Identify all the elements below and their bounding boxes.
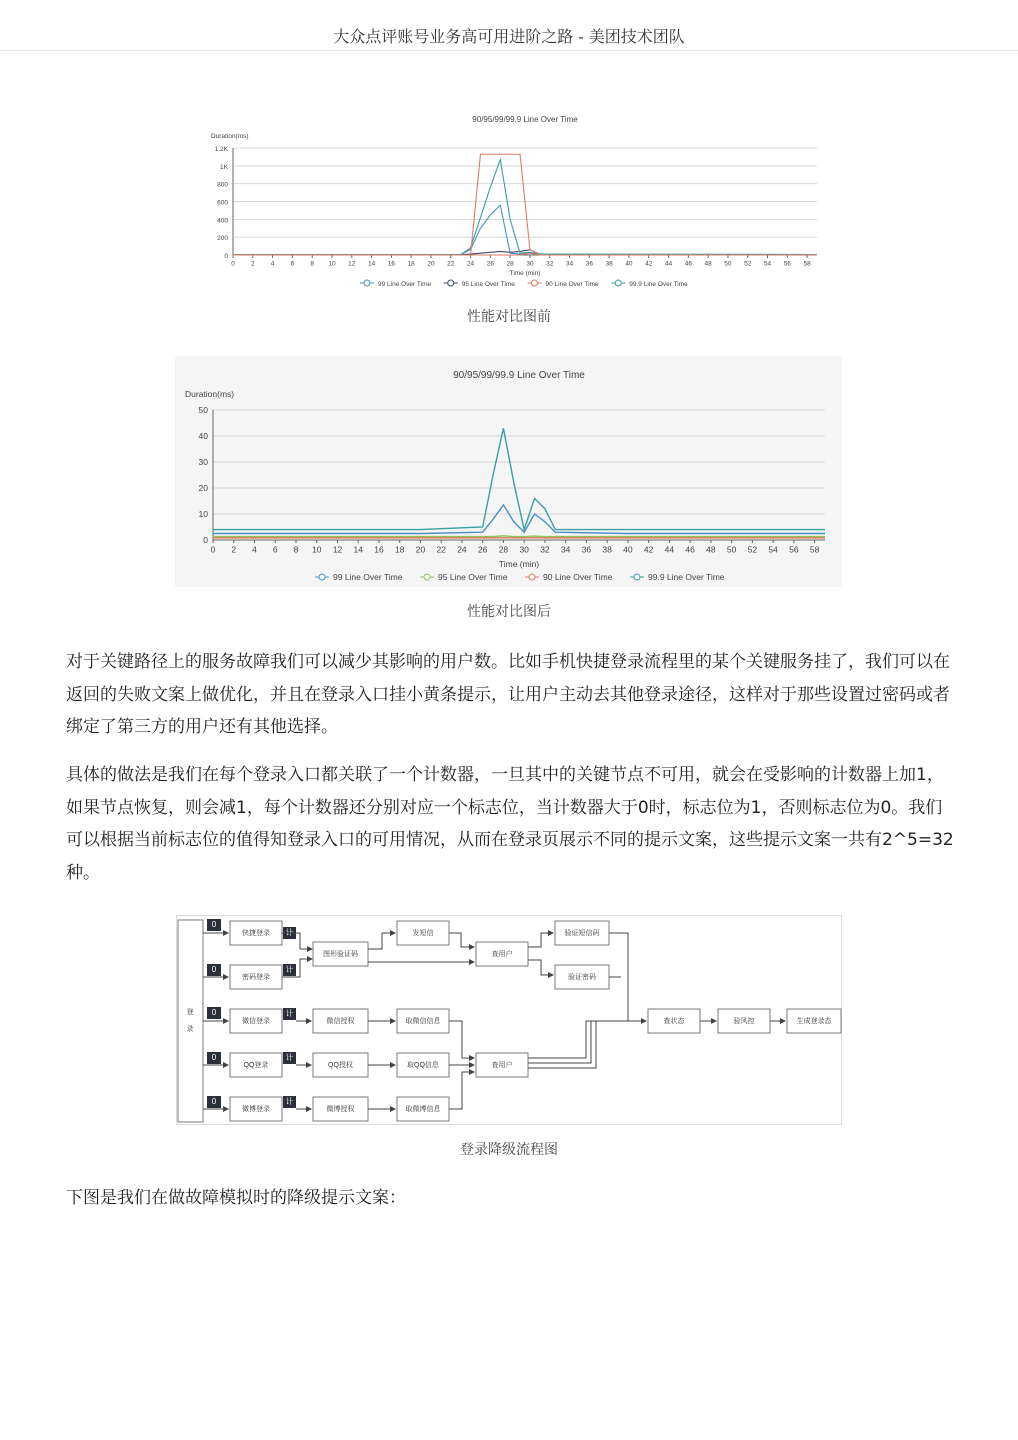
series-line-2: [213, 536, 825, 537]
x-tick-label: 6: [272, 544, 278, 555]
x-tick-label: 48: [706, 544, 716, 555]
node-query-user-2-label: 查用户: [491, 1061, 513, 1069]
legend-marker: [364, 280, 370, 286]
node-wechat-info-label: 取微信信息: [405, 1017, 441, 1025]
x-tick-label: 50: [724, 260, 732, 268]
x-tick-label: 54: [763, 260, 772, 268]
node-qq-auth-label: QQ授权: [328, 1061, 353, 1069]
svg-text:0: 0: [211, 1053, 217, 1063]
x-tick-label: 46: [684, 260, 692, 268]
y-tick-label: 200: [217, 235, 228, 243]
y-tick-label: 1K: [220, 163, 228, 171]
x-tick-label: 58: [809, 544, 820, 555]
node-qq-info-label: 取QQ信息: [407, 1061, 439, 1069]
legend-marker: [319, 574, 325, 580]
legend-marker: [448, 280, 454, 286]
x-tick-label: 32: [540, 544, 550, 555]
svg-text:计: 计: [285, 1053, 294, 1063]
x-tick-label: 42: [645, 260, 653, 268]
y-tick-label: 10: [198, 509, 208, 519]
node-quick-login-label: 快捷登录: [242, 929, 270, 937]
legend-marker: [532, 280, 538, 286]
x-tick-label: 18: [394, 544, 405, 555]
page-title: 大众点评账号业务高可用进阶之路 - 美团技术团队: [333, 27, 685, 46]
y-tick-label: 20: [198, 483, 208, 493]
x-tick-label: 52: [747, 544, 758, 555]
x-tick-label: 28: [506, 260, 514, 268]
legend-label: 90 Line Over Time: [545, 281, 599, 288]
x-tick-label: 24: [457, 544, 467, 555]
x-tick-label: 38: [605, 260, 613, 268]
legend-label: 99 Line Over Time: [333, 572, 403, 582]
y-tick-label: 600: [217, 199, 228, 207]
node-send-sms-label: 发短信: [412, 929, 434, 937]
x-tick-label: 30: [519, 544, 529, 555]
x-tick-label: 46: [685, 544, 695, 555]
svg-text:0: 0: [211, 920, 217, 930]
chart-after: [175, 356, 842, 587]
x-axis-label: Time (min): [509, 270, 541, 277]
y-tick-label: 50: [198, 405, 208, 415]
node-verify-sms-label: 验证短信码: [564, 929, 600, 937]
x-tick-label: 48: [704, 260, 712, 268]
x-tick-label: 20: [415, 544, 426, 555]
x-tick-label: 56: [783, 260, 791, 268]
paragraph-1: 对于关键路径上的服务故障我们可以减少其影响的用户数。比如手机快捷登录流程里的某个关键服务挂了，我们可以在返回的失败文案上做优化，并且在登录入口挂小黄条提示，让用户主动去其他登录途径，这样对于那些设置过密码或者绑定了第三方的用户还有其他选择。: [66, 652, 950, 737]
node-weibo-login-label: 微博登录: [242, 1105, 270, 1113]
login-entry-char-1: 登: [186, 1008, 194, 1016]
legend-label: 95 Line Over Time: [438, 572, 508, 582]
x-tick-label: 36: [581, 544, 592, 555]
y-tick-label: 800: [217, 181, 228, 189]
caption-flowchart: 登录降级流程图: [460, 1142, 558, 1158]
caption-before: 性能对比图前: [467, 309, 551, 325]
chart-after-svg: [175, 356, 842, 587]
svg-text:计: 计: [285, 1009, 294, 1019]
x-tick-label: 44: [664, 544, 675, 555]
x-tick-label: 8: [293, 544, 299, 555]
x-tick-label: 16: [374, 544, 384, 555]
legend-marker: [634, 574, 640, 580]
x-tick-label: 14: [353, 544, 363, 555]
x-tick-label: 58: [803, 260, 811, 268]
svg-text:计: 计: [285, 928, 294, 938]
chart-title: 90/95/99/99.9 Line Over Time: [453, 370, 585, 381]
y-tick-label: 1.2K: [214, 146, 228, 153]
login-entry-char-2: 录: [186, 1025, 194, 1033]
x-tick-label: 2: [250, 260, 255, 268]
x-tick-label: 18: [407, 260, 415, 268]
node-wechat-login-label: 微信登录: [242, 1017, 270, 1025]
x-tick-label: 28: [498, 544, 509, 555]
x-tick-label: 30: [526, 260, 534, 268]
x-tick-label: 34: [560, 544, 571, 555]
x-tick-label: 12: [332, 544, 343, 555]
node-verify-password-label: 验证密码: [568, 973, 596, 981]
y-tick-label: 30: [198, 457, 208, 467]
x-tick-label: 0: [231, 260, 235, 268]
node-qq-login-label: QQ登录: [243, 1061, 269, 1069]
legend-label: 99.9 Line Over Time: [648, 572, 725, 582]
x-tick-label: 42: [643, 544, 654, 555]
node-create-session-label: 生成登录态: [796, 1017, 832, 1025]
svg-text:计: 计: [285, 1097, 294, 1107]
x-tick-label: 24: [466, 260, 475, 268]
caption-after: 性能对比图后: [467, 604, 551, 620]
chart-before: [205, 110, 825, 295]
x-tick-label: 2: [231, 544, 237, 555]
x-tick-label: 40: [625, 260, 633, 268]
x-tick-label: 26: [477, 544, 488, 555]
x-tick-label: 38: [602, 544, 612, 555]
svg-text:0: 0: [211, 965, 217, 975]
login-entry-box: [178, 920, 203, 1122]
svg-text:计: 计: [285, 965, 294, 975]
paragraph-3: 下图是我们在做故障模拟时的降级提示文案：: [66, 1188, 406, 1208]
legend-label: 90 Line Over Time: [543, 572, 613, 582]
x-tick-label: 54: [768, 544, 778, 555]
x-tick-label: 40: [623, 544, 633, 555]
x-tick-label: 14: [367, 260, 376, 268]
series-line-5: [233, 154, 817, 255]
x-tick-label: 8: [310, 260, 314, 268]
chart-before-svg: [205, 110, 825, 295]
x-tick-label: 6: [290, 260, 295, 268]
x-tick-label: 12: [348, 260, 356, 268]
node-weibo-auth-label: 微博授权: [326, 1105, 355, 1113]
x-tick-label: 20: [427, 260, 435, 268]
y-axis-label: Duration(ms): [211, 133, 249, 140]
x-tick-label: 34: [565, 260, 574, 268]
x-tick-label: 10: [328, 260, 336, 268]
node-check-status-label: 查状态: [663, 1017, 685, 1025]
series-line-1: [233, 205, 817, 254]
y-tick-label: 400: [217, 217, 228, 225]
y-axis-label: Duration(ms): [185, 389, 235, 399]
node-wechat-auth-label: 微信授权: [326, 1017, 355, 1025]
y-tick-label: 0: [224, 253, 228, 260]
x-tick-label: 4: [270, 260, 275, 268]
paragraph-2: 具体的做法是我们在每个登录入口都关联了一个计数器，一旦其中的关键节点不可用，就会在受影响的计数器上加1，如果节点恢复，则会减1，每个计数器还分别对应一个标志位，当计数器大于0时，标志位为1，否则标志位为0。我们可以根据当前标志位的值得知登录入口的可用情况，从而在登录页展示不同的提示文案，这些提示文案一共有2^5=32种。: [66, 765, 954, 883]
flowchart-svg: [176, 915, 842, 1125]
x-tick-label: 10: [311, 544, 322, 555]
legend-label: 99 Line Over Time: [378, 281, 432, 288]
node-weibo-info-label: 取微博信息: [405, 1105, 441, 1113]
x-tick-label: 36: [585, 260, 593, 268]
legend-label: 99.9 Line Over Time: [629, 281, 688, 288]
x-tick-label: 0: [210, 544, 216, 555]
svg-text:0: 0: [211, 1097, 217, 1107]
legend-marker: [424, 574, 430, 580]
x-tick-label: 4: [252, 544, 257, 555]
y-tick-label: 40: [198, 431, 208, 441]
x-tick-label: 44: [664, 260, 673, 268]
x-tick-label: 26: [486, 260, 494, 268]
node-risk-check-label: 验风控: [733, 1017, 755, 1025]
x-tick-label: 50: [726, 544, 737, 555]
node-query-user-1-label: 查用户: [491, 950, 513, 958]
svg-text:0: 0: [211, 1008, 217, 1018]
legend-marker: [615, 280, 621, 286]
x-tick-label: 16: [387, 260, 395, 268]
x-tick-label: 22: [447, 260, 455, 268]
node-password-login-label: 密码登录: [242, 973, 270, 981]
x-tick-label: 32: [546, 260, 554, 268]
x-tick-label: 22: [436, 544, 446, 555]
x-axis-label: Time (min): [498, 559, 540, 569]
legend-marker: [529, 574, 535, 580]
x-tick-label: 56: [789, 544, 799, 555]
y-tick-label: 0: [203, 535, 208, 545]
x-tick-label: 52: [744, 260, 752, 268]
node-graphic-captcha-label: 图形验证码: [323, 950, 358, 958]
chart-title: 90/95/99/99.9 Line Over Time: [472, 115, 578, 124]
login-degrade-flowchart: [176, 915, 842, 1125]
page-header: [0, 0, 1018, 51]
legend-label: 95 Line Over Time: [461, 281, 515, 288]
